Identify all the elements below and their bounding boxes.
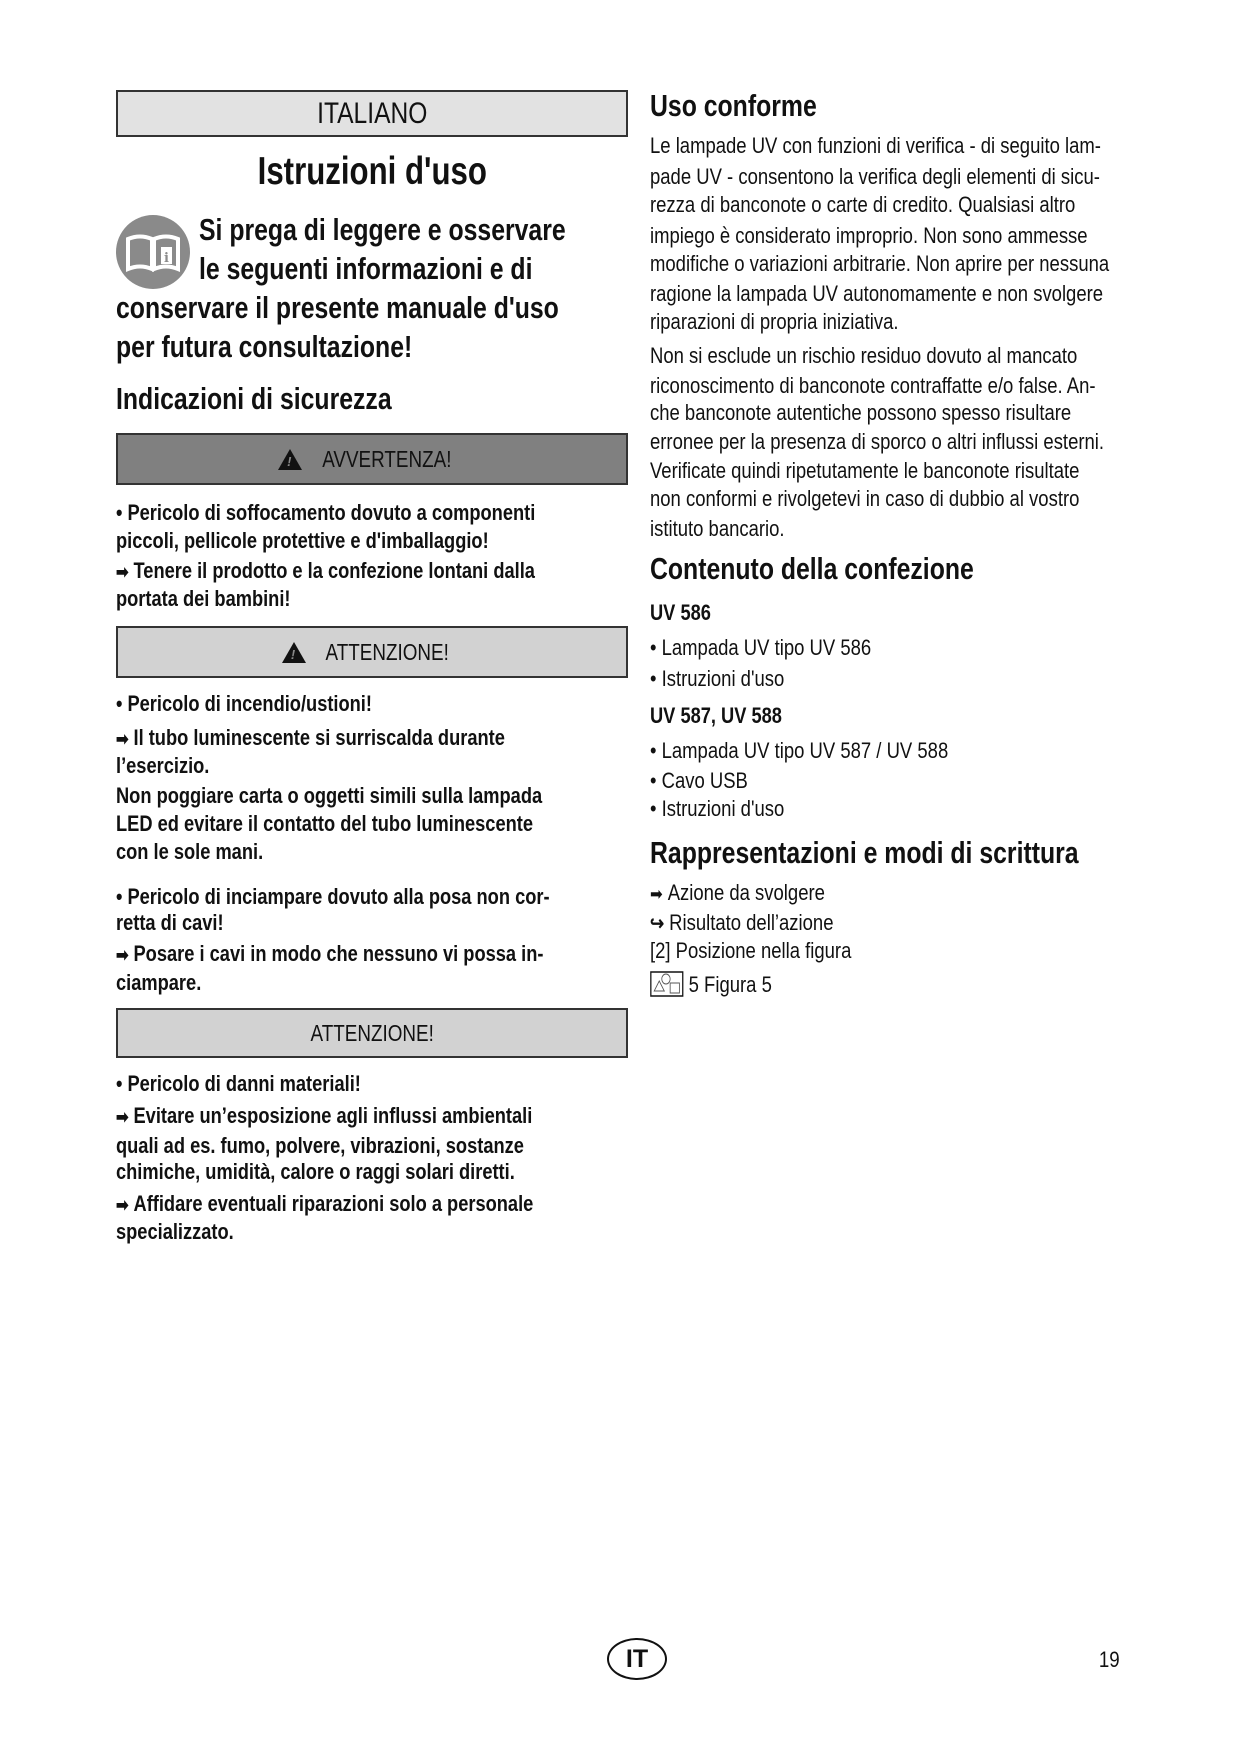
list-item: • Istruzioni d'uso xyxy=(650,796,785,821)
paragraph-line: non conformi e rivolgetevi in caso di dubbio al vostro xyxy=(650,486,1080,511)
text-line: l’esercizio. xyxy=(116,753,210,778)
intro-line: conservare il presente manuale d'uso xyxy=(116,290,559,325)
caution-label: ATTENZIONE! xyxy=(310,1019,434,1046)
manual-info-icon xyxy=(116,215,190,289)
paragraph-line: che banconote autentiche possono spesso risultare xyxy=(650,400,1072,425)
text-line: portata dei bambini! xyxy=(116,586,291,611)
warning-banner xyxy=(116,433,628,485)
text-line: LED ed evitare il contatto del tubo luminescente xyxy=(116,811,534,836)
action-line: ➡ Evitare un’esposizione agli influssi ambientali xyxy=(116,1105,532,1127)
action-line: ➡ Posare i cavi in modo che nessuno vi possa in- xyxy=(116,943,543,965)
text-line: • Pericolo di danni materiali! xyxy=(116,1071,361,1096)
safety-heading: Indicazioni di sicurezza xyxy=(116,381,392,416)
uso-heading: Uso conforme xyxy=(650,88,817,123)
paragraph-line: erronee per la presenza di sporco o altri influssi esterni. xyxy=(650,429,1105,454)
paragraph-line: Non si esclude un rischio residuo dovuto al mancato xyxy=(650,343,1078,368)
convention-position: [2] Posizione nella figura xyxy=(650,938,852,963)
conventions-heading: Rappresentazioni e modi di scrittura xyxy=(650,835,1079,870)
intro-line: le seguenti informazioni e di xyxy=(199,251,533,286)
text-line: • Pericolo di incendio/ustioni! xyxy=(116,691,372,716)
warning-triangle-icon xyxy=(282,642,306,663)
text-line: • Pericolo di inciampare dovuto alla posa non cor- xyxy=(116,884,550,909)
caution-banner xyxy=(116,626,628,678)
list-item: • Istruzioni d'uso xyxy=(650,666,785,691)
list-item: • Cavo USB xyxy=(650,768,748,793)
paragraph-line: impiego è considerato improprio. Non sono ammesse xyxy=(650,223,1088,248)
text-line: retta di cavi! xyxy=(116,910,224,935)
page-title xyxy=(116,150,628,194)
convention-result: ↪ Risultato dell’azione xyxy=(650,912,833,934)
text-line: specializzato. xyxy=(116,1219,234,1244)
contents-heading: Contenuto della confezione xyxy=(650,551,974,586)
action-line: ➡ Affidare eventuali riparazioni solo a personale xyxy=(116,1193,533,1215)
text-line: piccoli, pellicole protettive e d'imballaggio! xyxy=(116,528,489,553)
intro-line: per futura consultazione! xyxy=(116,329,413,364)
action-line: ➡ Il tubo luminescente si surriscalda durante xyxy=(116,727,505,749)
model-label: UV 586 xyxy=(650,600,711,625)
convention-action: ➡ Azione da svolgere xyxy=(650,882,825,904)
warning-triangle-icon xyxy=(278,449,302,470)
language-code: IT xyxy=(625,1644,649,1673)
svg-text:i: i xyxy=(164,251,169,266)
model-label: UV 587, UV 588 xyxy=(650,703,782,728)
page-number: 19 xyxy=(1098,1647,1120,1672)
intro-line: Si prega di leggere e osservare xyxy=(199,212,566,247)
text-line: ciampare. xyxy=(116,970,202,995)
paragraph-line: pade UV - consentono la verifica degli elementi di sicu- xyxy=(650,164,1100,189)
action-line: ➡ Tenere il prodotto e la confezione lontani dalla xyxy=(116,560,535,582)
list-item: • Lampada UV tipo UV 586 xyxy=(650,635,872,660)
paragraph-line: istituto bancario. xyxy=(650,516,785,541)
text-line: quali ad es. fumo, polvere, vibrazioni, sostanze xyxy=(116,1133,524,1158)
figure-icon xyxy=(650,971,684,997)
paragraph-line: Verificate quindi ripetutamente le banconote risultate xyxy=(650,458,1080,483)
caution-label: ATTENZIONE! xyxy=(325,638,449,665)
paragraph-line: riconoscimento di banconote contraffatte e/o false. An- xyxy=(650,373,1096,398)
text-line: Non poggiare carta o oggetti simili sulla lampada xyxy=(116,783,543,808)
paragraph-line: modifiche o variazioni arbitrarie. Non aprire per nessuna xyxy=(650,251,1110,276)
text-line: • Pericolo di soffocamento dovuto a componenti xyxy=(116,500,536,525)
paragraph-line: Le lampade UV con funzioni di verifica - di seguito lam- xyxy=(650,133,1101,158)
language-header-text: ITALIANO xyxy=(316,96,428,130)
paragraph-line: rezza di banconote o carte di credito. Qualsiasi altro xyxy=(650,192,1076,217)
paragraph-line: riparazioni di propria iniziativa. xyxy=(650,309,899,334)
language-code-badge xyxy=(607,1638,667,1680)
convention-figure xyxy=(650,971,772,997)
text-line: con le sole mani. xyxy=(116,839,264,864)
warning-label: AVVERTENZA! xyxy=(322,445,452,472)
convention-figure-text: 5 Figura 5 xyxy=(688,972,772,997)
caution-banner xyxy=(116,1008,628,1058)
language-header xyxy=(116,90,628,137)
page-title-text: Istruzioni d'uso xyxy=(257,150,487,193)
paragraph-line: ragione la lampada UV autonomamente e non svolgere xyxy=(650,281,1104,306)
list-item: • Lampada UV tipo UV 587 / UV 588 xyxy=(650,738,949,763)
text-line: chimiche, umidità, calore o raggi solari diretti. xyxy=(116,1159,515,1184)
